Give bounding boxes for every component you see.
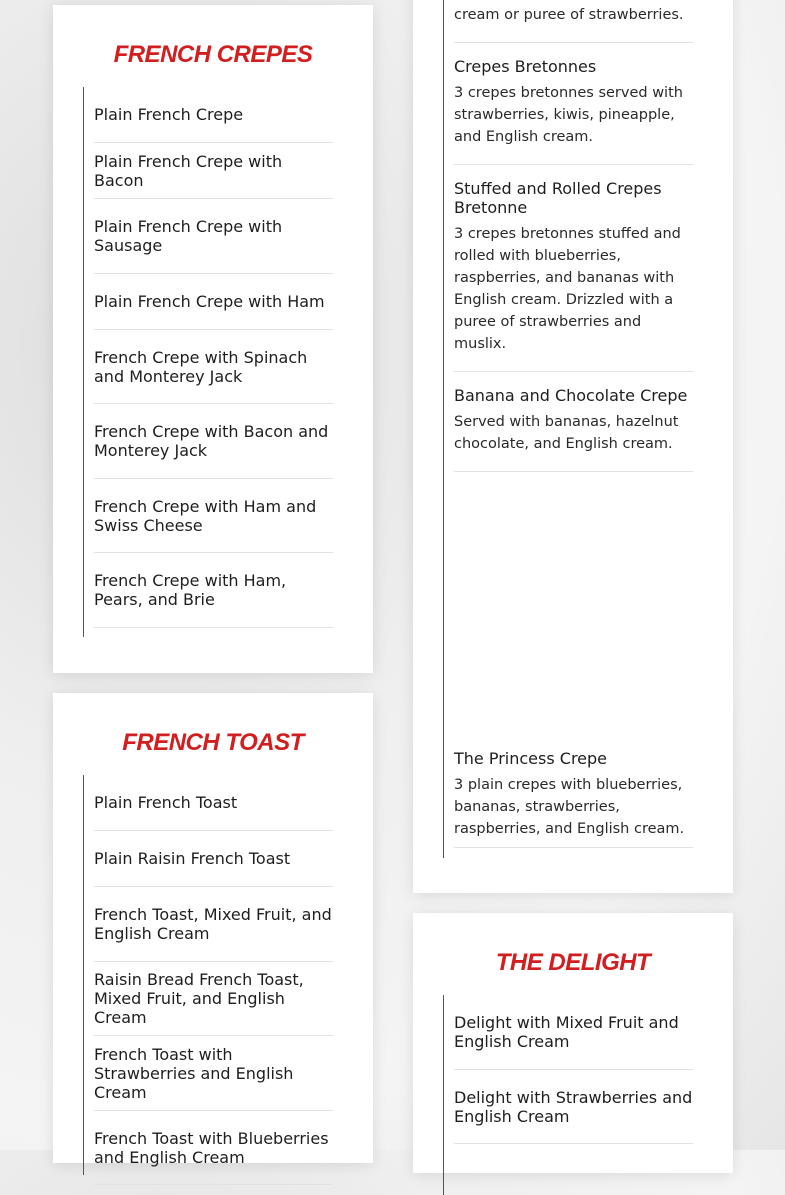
menu-item[interactable]: [454, 372, 693, 472]
item-description: cream or puree of strawberries.: [454, 7, 684, 23]
menu-item[interactable]: French Toast with Strawberries and English Cream: [94, 1036, 333, 1111]
menu-item[interactable]: Plain French Crepe: [94, 87, 333, 143]
item-name: Crepes Bretonnes: [454, 57, 597, 76]
item-name: Banana and Chocolate Crepe: [454, 386, 688, 405]
menu-item[interactable]: French Crepe with Bacon and Monterey Jack: [94, 404, 333, 479]
french-toast-card: [53, 693, 373, 1167]
menu-item[interactable]: French Crepe with Spinach and Monterey Jack: [94, 330, 333, 404]
item-description: Served with bananas, hazelnut chocolate, and English cream.: [454, 414, 679, 452]
french-crepes-title: FRENCH CREPES: [113, 41, 313, 68]
item-name: The Princess Crepe: [454, 749, 608, 768]
item-description: 3 crepes bretonnes stuffed and rolled with blueberries, raspberries, and bananas with English cream. Drizzled with a puree of strawberries and muslix.: [454, 226, 681, 352]
blank-space: [454, 472, 693, 735]
menu-item[interactable]: French Crepe with Ham and Swiss Cheese: [94, 479, 333, 553]
menu-item[interactable]: Plain French Toast: [94, 775, 333, 831]
menu-item[interactable]: French Crepe with Ham, Pears, and Brie: [94, 553, 333, 628]
menu-item[interactable]: Plain French Crepe with Sausage: [94, 199, 333, 274]
sweet-crepes-card: [413, 0, 733, 893]
menu-item[interactable]: [454, 0, 693, 43]
french-toast-title: FRENCH TOAST: [122, 729, 304, 756]
french-toast-list: [83, 775, 333, 1175]
menu-item[interactable]: Delight with Mixed Fruit and English Cream: [454, 995, 693, 1070]
french-crepes-list: [83, 87, 333, 637]
menu-item[interactable]: [454, 165, 693, 372]
the-delight-card: [413, 913, 733, 1173]
the-delight-list: [443, 995, 693, 1195]
menu-item[interactable]: French Toast, Mixed Fruit, and English Cream: [94, 887, 333, 962]
menu-item[interactable]: Plain French Crepe with Ham: [94, 274, 333, 330]
menu-item[interactable]: [454, 43, 693, 165]
menu-item[interactable]: Delight with Strawberries and English Cream: [454, 1070, 693, 1144]
item-description: 3 plain crepes with blueberries, bananas, strawberries, raspberries, and English cream.: [454, 777, 685, 837]
the-delight-title: THE DELIGHT: [495, 949, 651, 976]
menu-item[interactable]: Plain Raisin French Toast: [94, 831, 333, 887]
item-description: 3 crepes bretonnes served with strawberries, kiwis, pineapple, and English cream.: [454, 85, 683, 145]
menu-item[interactable]: [454, 735, 693, 848]
item-name: Stuffed and Rolled Crepes Bretonne: [454, 179, 662, 217]
menu-item[interactable]: French Toast with Blueberries and English Cream: [94, 1111, 333, 1185]
sweet-crepes-list: [443, 0, 693, 858]
french-crepes-card: [53, 5, 373, 673]
menu-item[interactable]: Raisin Bread French Toast, Mixed Fruit, and English Cream: [94, 962, 333, 1036]
menu-item[interactable]: Plain French Crepe with Bacon: [94, 143, 333, 199]
